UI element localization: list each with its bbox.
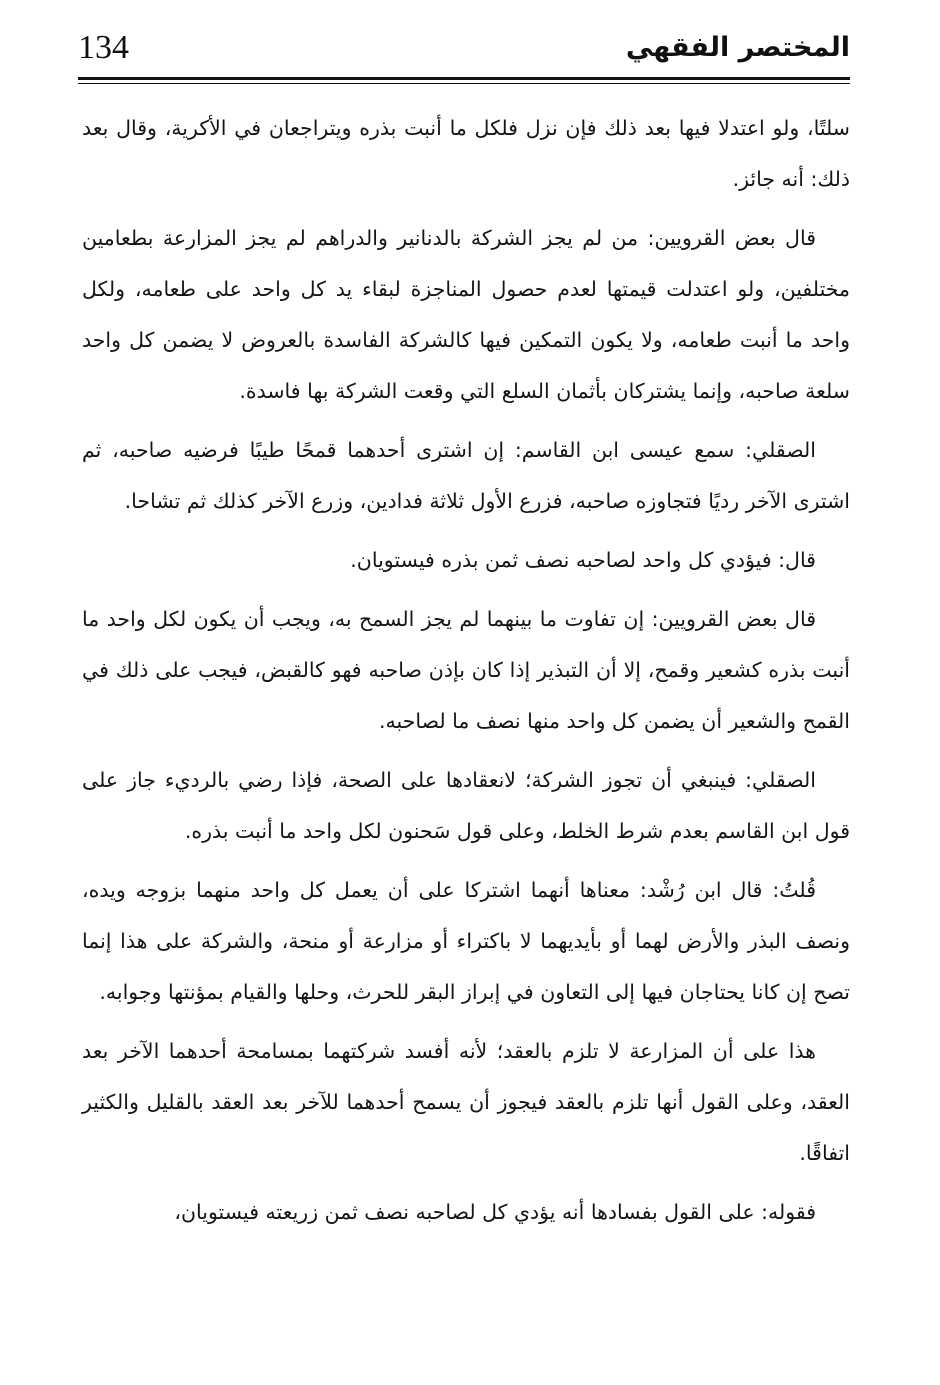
header-divider-thin	[78, 83, 850, 84]
header-divider	[78, 77, 850, 80]
page-number: 134	[78, 29, 129, 66]
paragraph: قُلتُ: قال ابن رُشْد: معناها أنهما اشتركا على أن يعمل كل واحد منهما بزوجه ويده، ونصف البذر والأرض لهما أو بأيديهما لا باكتراء أو مزارعة أو منحة، والشركة على هذا إنما تصح إن كانا يحتاجان فيها إلى التعاون في إبراز البقر للحرث، وحلها والقيام بمؤنتها وجوابه.	[82, 878, 850, 1004]
paragraph: قال بعض القرويين: من لم يجز الشركة بالدنانير والدراهم لم يجز المزارعة بطعامين مختلفين، ولو اعتدلت قيمتها لعدم حصول المناجزة لبقاء يد كل واحد على طعامه، ولكل واحد ما أنبت طعامه، ولا يكون التمكين فيها كالشركة الفاسدة بالعروض لا يضمن كل واحد سلعة صاحبه، وإنما يشتركان بأثمان السلع التي وقعت الشركة بها فاسدة.	[82, 226, 850, 403]
paragraph: سلتًا، ولو اعتدلا فيها بعد ذلك فإن نزل فلكل ما أنبت بذره ويتراجعان في الأكرية، وقال بعد ذلك: أنه جائز.	[82, 116, 850, 191]
page-header	[78, 26, 850, 74]
paragraph: قال بعض القرويين: إن تفاوت ما بينهما لم يجز السمح به، ويجب أن يكون لكل واحد ما أنبت بذره كشعير وقمح، إلا أن التبذير إذا كان بإذن صاحبه فهو كالقبض، فيجب على ذلك في القمح والشعير أن يضمن كل واحد منها نصف ما لصاحبه.	[82, 607, 850, 733]
paragraph: هذا على أن المزارعة لا تلزم بالعقد؛ لأنه أفسد شركتهما بمسامحة أحدهما الآخر بعد العقد، وعلى القول أنها تلزم بالعقد فيجوز أن يسمح أحدهما للآخر بعد العقد بالقليل والكثير اتفاقًا.	[82, 1039, 850, 1165]
book-title: المختصر الفقهي	[625, 32, 850, 63]
paragraph: الصقلي: فينبغي أن تجوز الشركة؛ لانعقادها على الصحة، فإذا رضي بالرديء جاز على قول ابن القاسم بعدم شرط الخلط، وعلى قول سَحنون لكل واحد ما أنبت بذره.	[82, 768, 850, 843]
paragraph: قال: فيؤدي كل واحد لصاحبه نصف ثمن بذره فيستويان.	[350, 548, 816, 572]
paragraph: فقوله: على القول بفسادها أنه يؤدي كل لصاحبه نصف ثمن زريعته فيستويان،	[174, 1200, 816, 1224]
body-text	[82, 103, 850, 1246]
paragraph: الصقلي: سمع عيسى ابن القاسم: إن اشترى أحدهما قمحًا طيبًا فرضيه صاحبه، ثم اشترى الآخر رديًا فتجاوزه صاحبه، فزرع الأول ثلاثة فدادين، وزرع الآخر كذلك ثم تشاحا.	[82, 438, 850, 513]
